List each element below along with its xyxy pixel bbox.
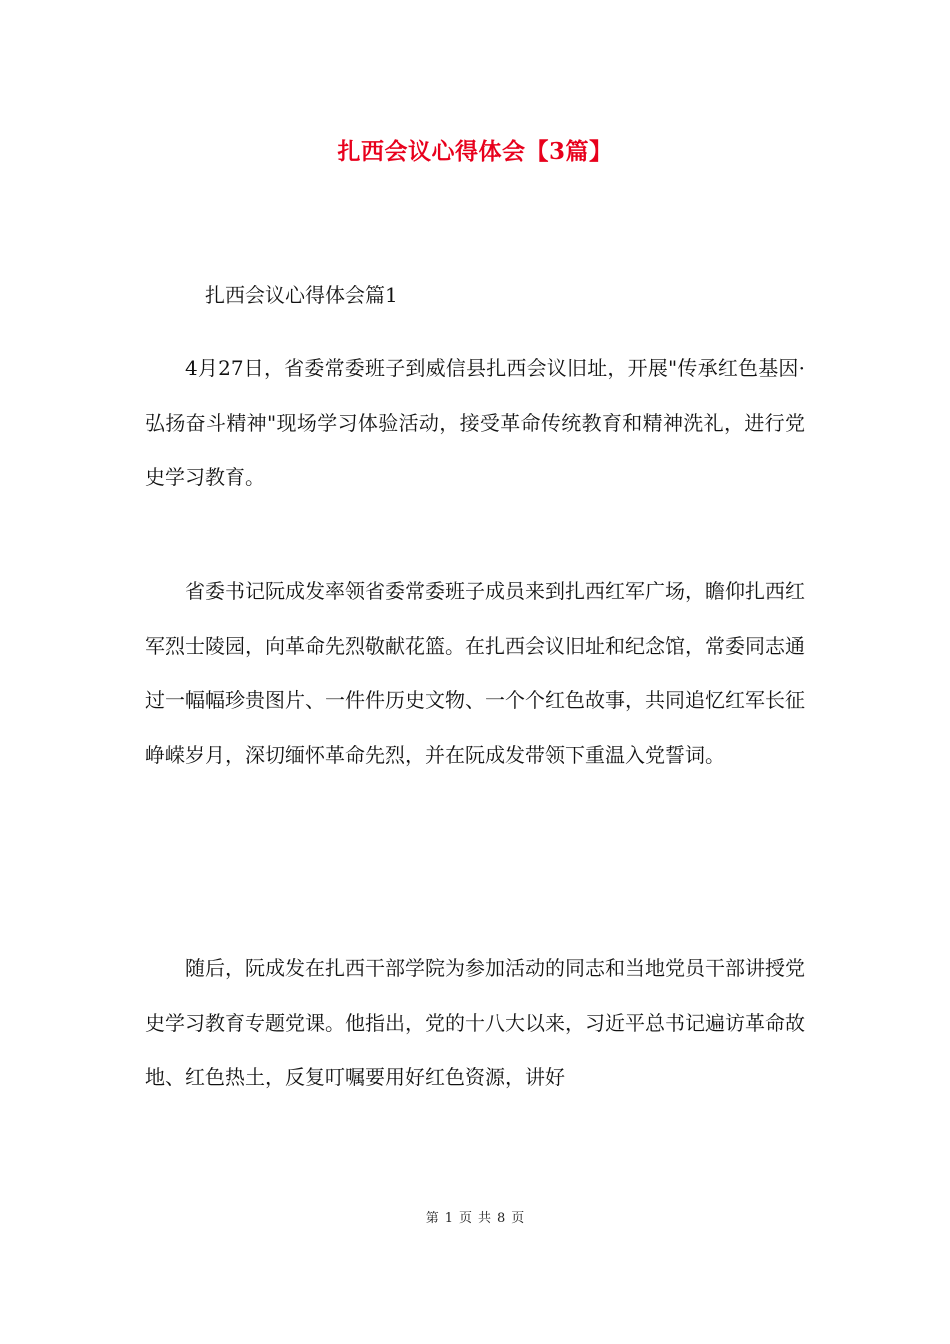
footer-ye-2: 页 bbox=[511, 1211, 525, 1226]
paragraph-2: 省委书记阮成发率领省委常委班子成员来到扎西红军广场，瞻仰扎西红军烈士陵园，向革命先烈敬献花篮。在扎西会议旧址和纪念馆，常委同志通过一幅幅珍贵图片、一件件历史文物、一个个红色故事，共同追忆红军长征峥嵘岁月，深切缅怀革命先烈，并在阮成发带领下重温入党誓词。 bbox=[145, 579, 805, 767]
footer-page-number: 1 bbox=[444, 1211, 453, 1226]
footer-di: 第 bbox=[425, 1211, 439, 1226]
footer-total-pages: 8 bbox=[497, 1211, 506, 1226]
footer-gong: 共 bbox=[478, 1211, 492, 1226]
paragraph-3: 随后，阮成发在扎西干部学院为参加活动的同志和当地党员干部讲授党史学习教育专题党课。他指出，党的十八大以来，习近平总书记遍访革命故地、红色热土，反复叮嘱要用好红色资源，讲好 bbox=[145, 956, 805, 1089]
page-footer bbox=[0, 1207, 950, 1226]
section-heading: 扎西会议心得体会篇1 bbox=[205, 283, 398, 307]
footer-ye: 页 bbox=[458, 1211, 472, 1226]
document-title: 扎西会议心得体会【3篇】 bbox=[337, 138, 613, 165]
paragraph-1: 4月27日，省委常委班子到威信县扎西会议旧址，开展"传承红色基因·弘扬奋斗精神"现场学习体验活动，接受革命传统教育和精神洗礼，进行党史学习教育。 bbox=[145, 356, 805, 489]
